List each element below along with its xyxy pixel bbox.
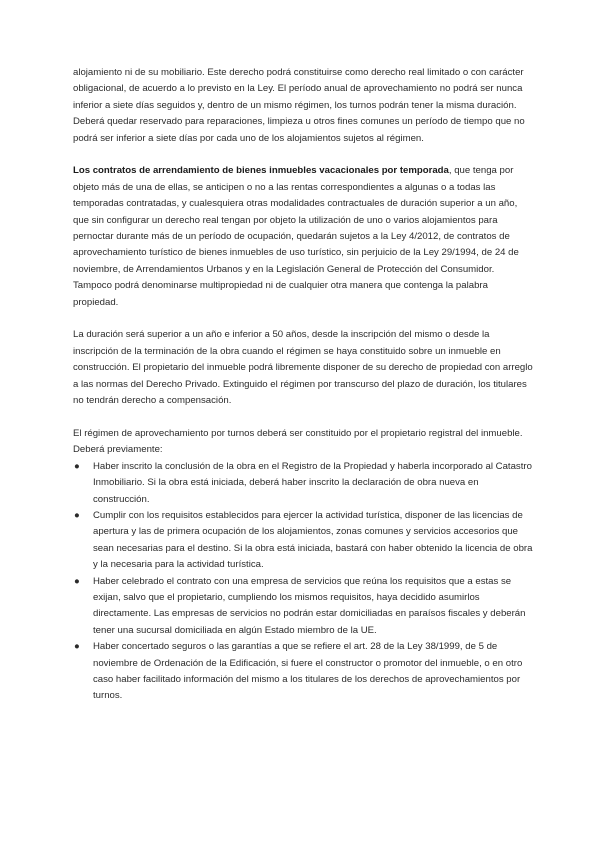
list-item (73, 639, 535, 705)
paragraph-lead-bold: Los contratos de arrendamiento de bienes inmuebles vacacionales por temporada (73, 165, 449, 177)
paragraph-timeshare-rights: alojamiento ni de su mobiliario. Este derecho podrá constituirse como derecho real limitado o con carácter obligacional, de acuerdo a lo previsto en la Ley. El período anual de aprovechamiento no podrá ser nunca inferior a siete días seguidos y, dentro de un mismo régimen, los turnos podrán tener la misma duración. Deberá quedar reservado para reparaciones, limpieza u otros fines comunes un período de tiempo que no podrá ser inferior a siete días por cada uno de los alojamientos sujetos al régimen. (73, 67, 525, 144)
paragraph-spacer (73, 311, 535, 327)
bullet-icon: ● (74, 641, 80, 653)
list-item-text: Haber concertado seguros o las garantías a que se refiere el art. 28 de la Ley 38/1999, de 5 de noviembre de Ordenación de la Edificación, si fuere el constructor o promotor del inmueble, o en otro caso haber facilitado información del mismo a los titulares de los derechos de aprovechamientos por turnos. (93, 641, 523, 702)
list-item-text: Haber inscrito la conclusión de la obra en el Registro de la Propiedad y haberla incorporado al Catastro Inmobiliario. Si la obra está iniciada, deberá haber inscrito la declaración de obra nueva en construcción. (93, 460, 532, 505)
list-item-text: Cumplir con los requisitos establecidos para ejercer la actividad turística, disponer de las licencias de apertura y las de primera ocupación de los alojamientos, zonas comunes y servicios accesorios que sean necesarias para el destino. Si la obra está iniciada, bastará con haber obtenido la licencia de obra y la necesaria para la actividad turística. (93, 509, 533, 571)
bullet-icon: ● (74, 460, 80, 472)
paragraph-spacer (73, 147, 535, 163)
bullet-icon: ● (74, 509, 80, 521)
paragraph-spacer (73, 410, 535, 426)
requirements-list (73, 459, 535, 705)
paragraph-body-text: , que tenga por objeto más de una de ellas, se anticipen o no a las rentas correspondientes a algunas o a todas las temporadas contratadas, y cualesquiera otras modalidades contractuales de duración superior a un año, que sin configurar un derecho real tengan por objeto la utilización de uno o varios alojamientos para pernoctar durante más de un período de ocupación, quedarán sujetos a la Ley 4/2012, de contratos de aprovechamiento turístico de bienes inmuebles de uso turístico, sin perjuicio de la Ley 29/1994, de 24 de noviembre, de Arrendamientos Urbanos y en la Legislación General de Protección del Consumidor. Tampoco podrá denominarse multipropiedad ni de cualquier otra manera que contenga la palabra propiedad. (73, 165, 519, 308)
list-item (73, 574, 535, 640)
paragraph-duration: La duración será superior a un año e inferior a 50 años, desde la inscripción del mismo o desde la inscripción de la terminación de la obra cuando el régimen se haya constituido sobre un inmueble en construcción. El propietario del inmueble podrá libremente disponer de su derecho de propiedad con arreglo a las normas del Derecho Privado. Extinguido el régimen por transcurso del plazo de duración, los titulares no tendrán derecho a compensación. (73, 329, 533, 407)
list-item-text: Haber celebrado el contrato con una empresa de servicios que reúna los requisitos que a estas se exijan, salvo que el propietario, cumpliendo los mismos requisitos, haya decidido asumirlos directamente. Las empresas de servicios no podrán estar domiciliadas en paraísos fiscales y deberán tener una sucursal domiciliada en algún Estado miembro de la UE. (93, 575, 526, 636)
bullet-icon: ● (74, 575, 80, 587)
paragraph-vacation-rentals (73, 163, 535, 311)
list-item (73, 459, 535, 508)
list-item (73, 508, 535, 574)
paragraph-constitution: El régimen de aprovechamiento por turnos deberá ser constituido por el propietario registral del inmueble. Deberá previamente: (73, 427, 523, 456)
document-body (73, 65, 535, 705)
